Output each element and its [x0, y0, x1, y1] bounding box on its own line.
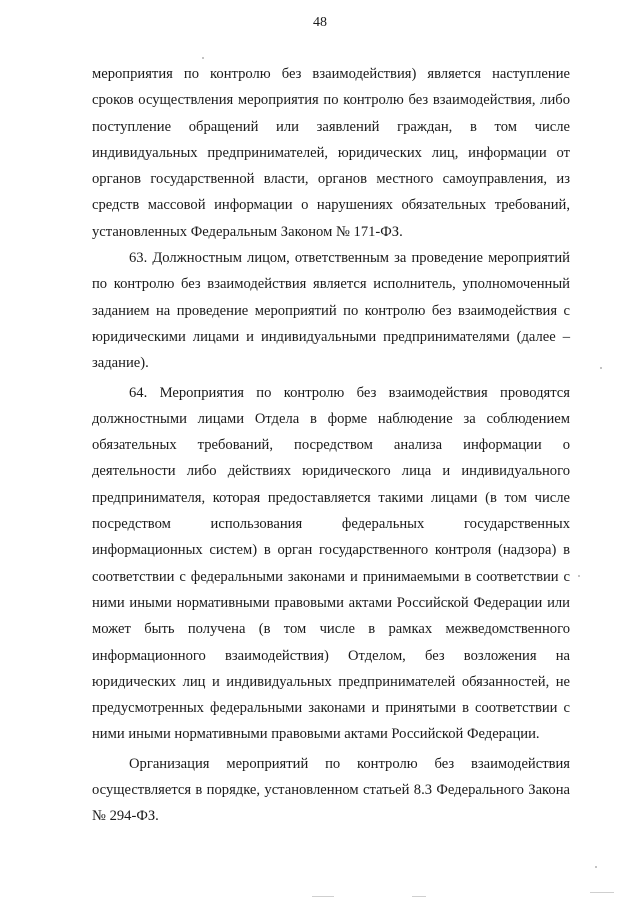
paragraph-organization: Организация мероприятий по контролю без взаимодействия осуществляется в порядке, установленном статьей 8.3 Федерального Закона № 294-ФЗ. — [92, 755, 570, 825]
scan-mark — [312, 896, 334, 897]
document-body — [92, 61, 570, 830]
scan-speck — [202, 57, 204, 59]
paragraph-item-63: 63. Должностным лицом, ответственным за проведение мероприятий по контролю без взаимодействия является исполнитель, уполномоченный заданием на проведение мероприятий по контролю без взаимодействия с юридическими лицами и индивидуальными предпринимателями (далее – задание). — [92, 250, 570, 372]
scan-mark — [412, 896, 426, 897]
scan-speck — [578, 575, 580, 577]
scan-mark — [590, 892, 614, 893]
scan-speck — [595, 866, 597, 868]
scan-speck — [600, 367, 602, 369]
paragraph-item-64: 64. Мероприятия по контролю без взаимодействия проводятся должностными лицами Отдела в форме наблюдение за соблюдением обязательных требований, посредством анализа информации о деятельности либо действиях юридического лица и индивидуального предпринимателя, которая предоставляется такими лицами (в том числе посредством использования федеральных государственных информационных систем) в орган государственного контроля (надзора) в соответствии с федеральными законами и принимаемыми в соответствии с ними иными нормативными правовыми актами Российской Федерации или может быть получена (в том числе в рамках межведомственного информационного взаимодействия) Отделом, без возложения на юридических лиц и индивидуальных предпринимателей обязанностей, не предусмотренных федеральными законами и принятыми в соответствии с ними иными нормативными правовыми актами Российской Федерации. — [92, 384, 570, 743]
page-number: 48 — [313, 15, 327, 30]
paragraph-continuation: мероприятия по контролю без взаимодействия) является наступление сроков осуществления мероприятия по контролю без взаимодействия, либо поступление обращений или заявлений граждан, в том числе индивидуальных предпринимателей, юридических лиц, информации от органов государственной власти, органов местного самоуправления, из средств массовой информации о нарушениях обязательных требований, установленных Федеральным Законом № 171-ФЗ. — [92, 66, 570, 240]
